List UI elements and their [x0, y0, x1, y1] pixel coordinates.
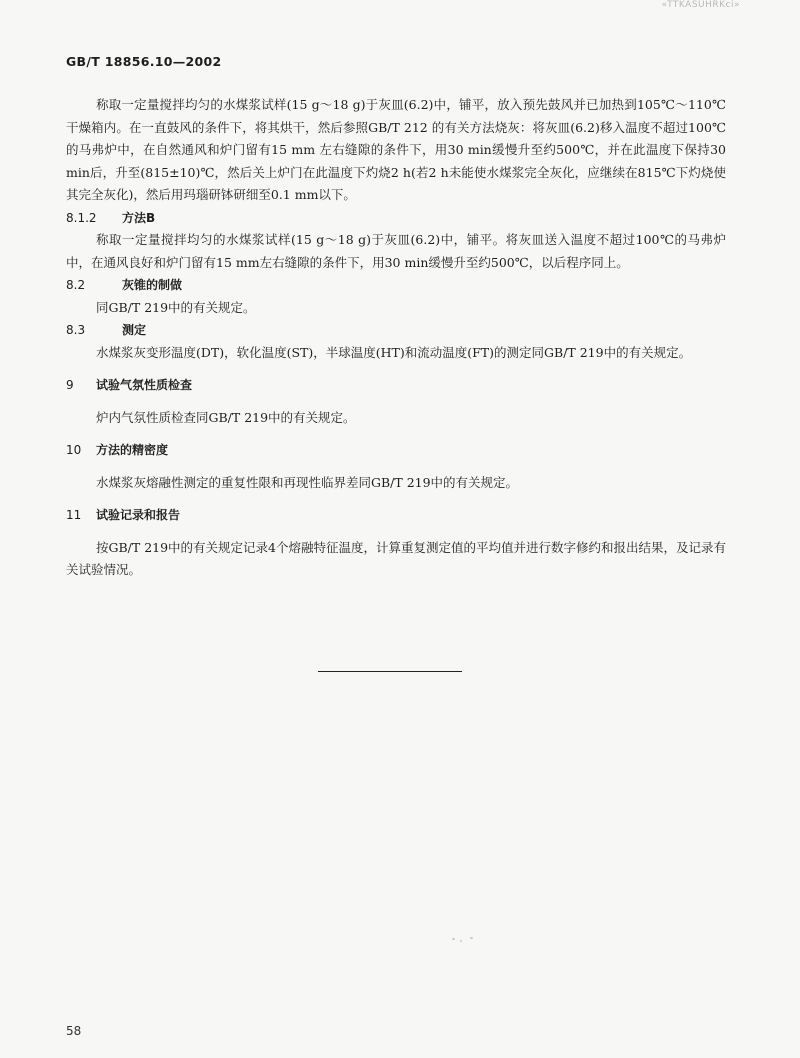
end-of-document-rule — [318, 671, 462, 672]
paragraph-ash-cone: 同GB/T 219中的有关规定。 — [96, 299, 256, 315]
section-number: 8.1.2 — [66, 210, 97, 225]
standard-header: GB/T 18856.10—2002 — [66, 54, 222, 69]
scan-speck — [470, 937, 473, 939]
section-number: 8.3 — [66, 323, 86, 337]
section-heading-9 — [66, 374, 726, 397]
section-heading-11 — [66, 504, 726, 527]
scan-watermark: «TTKASUHRKci» — [661, 0, 740, 10]
paragraph-report: 按GB/T 219中的有关规定记录4个熔融特征温度，计算重复测定值的平均值并进行数字修约和报出结果，及记录有关试验情况。 — [66, 539, 727, 577]
paragraph-atmosphere-check: 炉内气氛性质检查同GB/T 219中的有关规定。 — [96, 409, 356, 425]
scan-speck — [460, 940, 462, 942]
paragraph-precision: 水煤浆灰熔融性测定的重复性限和再现性临界差同GB/T 219中的有关规定。 — [96, 474, 519, 490]
page-number: 58 — [66, 1024, 82, 1038]
paragraph-method-b: 称取一定量搅拌均匀的水煤浆试样(15 g～18 g)于灰皿(6.2)中，铺平。将灰皿送入温度不超过100℃的马弗炉中，在通风良好和炉门留有15 mm左右缝隙的条件下，用30 min缓慢升至约500℃，以后程序同上。 — [66, 232, 726, 270]
section-title: 灰锥的制做 — [122, 278, 183, 292]
document-body — [66, 94, 726, 582]
subsection-heading-8-2 — [66, 274, 726, 297]
section-number: 11 — [66, 508, 82, 522]
section-title: 方法的精密度 — [96, 443, 169, 457]
section-number: 10 — [66, 443, 82, 457]
section-title: 测定 — [122, 323, 147, 337]
subsection-heading-8-3 — [66, 319, 726, 342]
section-heading-10 — [66, 439, 726, 462]
section-title: 试验气氛性质检查 — [96, 378, 193, 392]
paragraph-measurement: 水煤浆灰变形温度(DT)，软化温度(ST)，半球温度(HT)和流动温度(FT)的测定同GB/T 219中的有关规定。 — [96, 344, 692, 360]
paragraph-method-a: 称取一定量搅拌均匀的水煤浆试样(15 g～18 g)于灰皿(6.2)中，铺平，放入预先鼓风并已加热到105℃～110℃干燥箱内。在一直鼓风的条件下，将其烘干，然后参照GB/T 212 的有关方法烧灰：将灰皿(6.2)移入温度不超过100℃的马弗炉中，在自然通风和炉门留有15 mm 左右缝隙的条件下，用30 min缓慢升至约500℃，并在此温度下保持30 min后，升至(815±10)℃，然后关上炉门在此温度下灼烧2 h(若2 h未能使水煤浆完全灰化，应继续在815℃下灼烧使其完全灰化)，然后用玛瑙研钵研细至0.1 mm以下。 — [66, 97, 726, 202]
scan-speck — [452, 938, 455, 940]
subsection-heading-8-1-2 — [66, 207, 726, 230]
section-number: 8.2 — [66, 278, 86, 292]
section-title: 试验记录和报告 — [96, 508, 181, 522]
section-number: 9 — [66, 378, 74, 392]
section-title: 方法B — [122, 210, 156, 225]
